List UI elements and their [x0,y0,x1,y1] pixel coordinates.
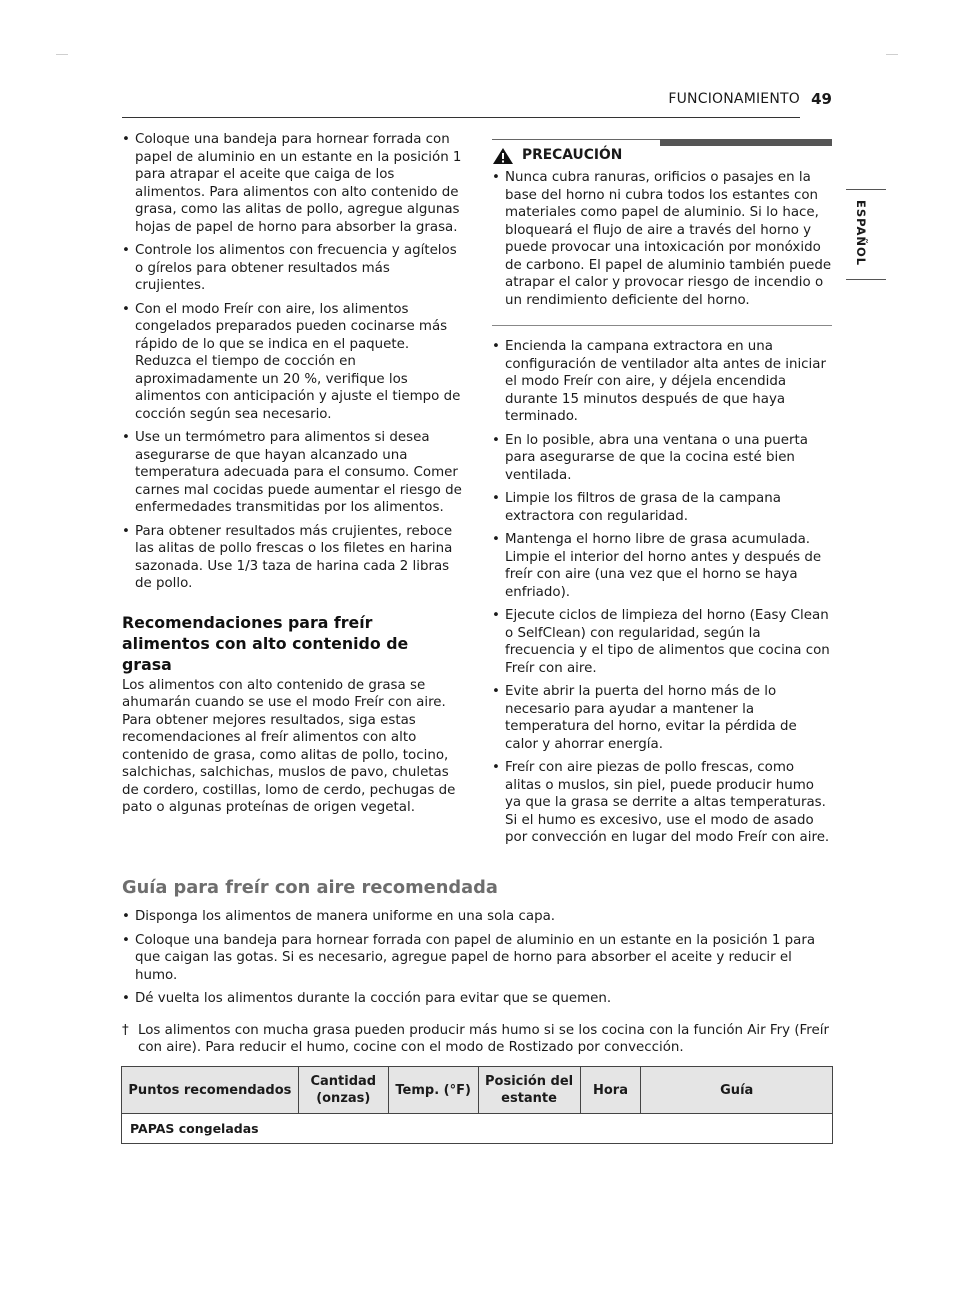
air-fry-guide-table [121,1066,833,1144]
section-name: FUNCIONAMIENTO [668,91,800,107]
list-item: • Disponga los alimentos de manera uniforme en una sola capa. [122,908,834,926]
caution-title-text: PRECAUCIÓN [522,147,623,164]
list-item: • Con el modo Freír con aire, los alimentos congelados preparados pueden cocinarse más rápido de lo que se indica en el paquete. Reduzca el tiempo de cocción en aproximadamente un 20 %, verifique los alimentos con anticipación y ajuste el tiempo de cocción según sea necesario. [122,301,462,424]
list-item: • Dé vuelta los alimentos durante la cocción para evitar que se quemen. [122,990,834,1008]
list-item: • Coloque una bandeja para hornear forrada con papel de aluminio en un estante en la posición 1 para que caigan las gotas. Si es necesario, agregue papel de horno para absorber el aceite y reducir el humo. [122,932,834,985]
page-header [122,88,832,118]
list-item: • Limpie los filtros de grasa de la campana extractora con regularidad. [492,490,832,525]
list-item: • En lo posible, abra una ventana o una puerta para asegurarse de que la cocina esté bien ventilada. [492,432,832,485]
dagger-note [122,1022,834,1057]
list-item: • Freír con aire piezas de pollo frescas, como alitas o muslos, sin piel, puede producir humo ya que la grasa se derrite a altas temperaturas. Si el humo es excesivo, use el modo de asado por convección en lugar del modo Freír con aire. [492,759,832,847]
caution-list [492,169,832,309]
guide-bullet-list [122,908,834,1008]
right-bullet-list [492,338,832,847]
table-header-row [122,1067,833,1114]
list-item: • Para obtener resultados más crujientes, reboce las alitas de pollo frescas o los filetes en harina sazonada. Use 1/3 taza de harina cada 2 libras de pollo. [122,523,462,593]
caution-box [492,131,832,326]
caution-top-rule [492,139,660,140]
caution-title [492,147,832,165]
list-item: • Use un termómetro para alimentos si desea asegurarse de que hayan alcanzado una temperatura adecuada para el consumo. Comer carnes mal cocidas puede aumentar el riesgo de enfermedades transmitidas por los alimentos. [122,429,462,517]
warning-triangle-icon [492,147,514,165]
left-column [122,131,462,817]
right-column [492,131,832,853]
dagger-note-text: Los alimentos con mucha grasa pueden producir más humo si se los cocina con la función Air Fry (Freír con aire). Para reducir el humo, cocine con el modo de Rostizado por convección. [138,1022,829,1055]
col-header-time: Hora [580,1067,641,1114]
language-tab [846,189,886,280]
dagger-symbol: † [122,1022,129,1038]
col-header-temp: Temp. (°F) [388,1067,478,1114]
col-header-quantity: Cantidad (onzas) [298,1067,388,1114]
subsection-text: Los alimentos con alto contenido de grasa se ahumarán cuando se use el modo Freír con aire. Para obtener mejores resultados, siga estas recomendaciones al freír alimentos con alto contenido de grasa, como alitas de pollo, tocino, salchichas, salchichas, muslos de pavo, chuletas de cordero, costillas, lomo de cerdo, pechugas de pato o algunas proteínas de origen vegetal. [122,677,456,815]
list-item: • Ejecute ciclos de limpieza del horno (Easy Clean o SelfClean) con regularidad, según la frecuencia y el tipo de alimentos que cocina con Freír con aire. [492,607,832,677]
list-item: • Controle los alimentos con frecuencia y agítelos o gírelos para obtener resultados más crujientes. [122,242,462,295]
table-row [122,1114,833,1144]
guide-title: Guía para freír con aire recomendada [122,877,498,898]
caution-text: • Nunca cubra ranuras, orificios o pasajes en la base del horno ni cubra todos los estantes con materiales como papel de aluminio. Si lo hace, bloqueará el flujo de aire a través del horno y puede provocar una intoxicación por monóxido de carbono. El papel de aluminio también puede atrapar el calor y provocar riesgo de incendio o un rendimiento deficiente del horno. [492,169,832,309]
table-category-cell: PAPAS congeladas [122,1114,833,1144]
list-item: • Encienda la campana extractora en una configuración de ventilador alta antes de iniciar el modo Freír con aire, y déjela encendida durante 15 minutos después de que haya terminado. [492,338,832,426]
col-header-guide: Guía [641,1067,833,1114]
crop-mark-right [886,54,898,55]
left-bullet-list [122,131,462,593]
col-header-rack-position: Posición del estante [478,1067,580,1114]
crop-mark-left [56,54,68,55]
language-tab-label: ESPAÑOL [854,200,868,267]
header-rule [122,117,800,118]
air-fry-guide-section [122,876,834,1057]
subsection-title: Recomendaciones para freír alimentos con alto contenido de grasa [122,612,409,674]
list-item: • Coloque una bandeja para hornear forrada con papel de aluminio en un estante en la posición 1 para atrapar el aceite que caiga de los alimentos. Para alimentos con alto contenido de grasa, como las alitas de pollo, agregue algunas hojas de papel de horno para absorber la grasa. [122,131,462,236]
list-item: • Mantenga el horno libre de grasa acumulada. Limpie el interior del horno antes y después de freír con aire (una vez que el horno se haya enfriado). [492,531,832,601]
caution-bar [660,139,832,146]
page-number: 49 [811,90,832,108]
col-header-items: Puntos recomendados [122,1067,299,1114]
list-item: • Evite abrir la puerta del horno más de lo necesario para ayudar a mantener la temperatura del horno, evitar la pérdida de calor y ahorrar energía. [492,683,832,753]
